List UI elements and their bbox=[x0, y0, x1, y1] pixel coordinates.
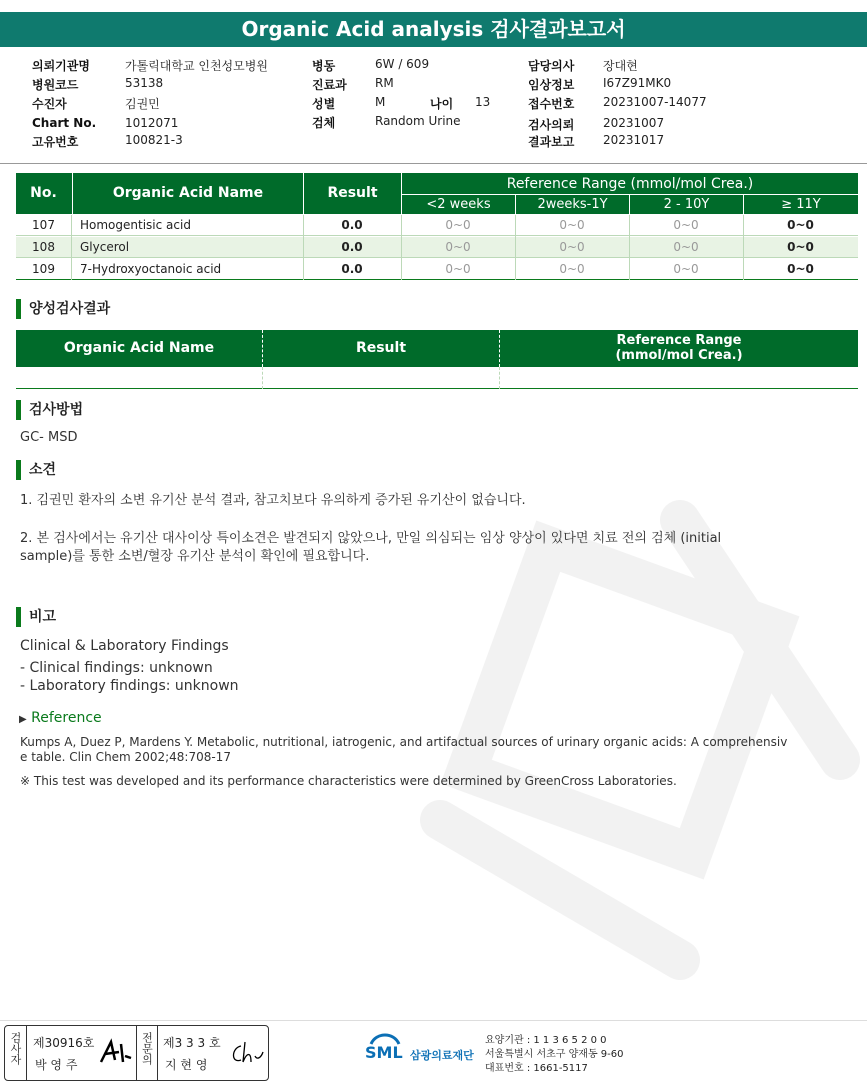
column-divider bbox=[743, 215, 744, 280]
report-title: Organic Acid analysis 검사결과보고서 bbox=[0, 12, 867, 47]
org-info-line: 요양기관 : 1 1 3 6 5 2 0 0 bbox=[485, 1035, 607, 1046]
cell-name: 7-Hydroxyoctanoic acid bbox=[80, 262, 222, 276]
cell-ref: 0~0 bbox=[559, 240, 585, 254]
cell-name: Homogentisic acid bbox=[80, 218, 191, 232]
cell-ref: 0~0 bbox=[445, 240, 471, 254]
cell-ref: 0~0 bbox=[673, 240, 699, 254]
remarks-line: - Clinical findings: unknown bbox=[20, 660, 213, 676]
reference-heading bbox=[19, 710, 102, 726]
table-row bbox=[16, 215, 858, 236]
cell-no: 108 bbox=[32, 240, 55, 254]
table-row bbox=[16, 259, 858, 280]
info-label: 병원코드 bbox=[32, 78, 79, 92]
cell-no: 109 bbox=[32, 262, 55, 276]
info-label: 수진자 bbox=[32, 97, 67, 111]
info-value: 20231007 bbox=[603, 116, 665, 130]
reviewer-number: 제3 3 3 호 bbox=[163, 1036, 221, 1050]
info-value: 13 bbox=[475, 95, 491, 109]
footnote: ※ This test was developed and its performance characteristics were determined by GreenCross Laboratories. bbox=[20, 774, 677, 788]
logo-text: SML bbox=[365, 1043, 403, 1062]
tester-name: 박 영 주 bbox=[35, 1058, 78, 1072]
column-divider bbox=[515, 215, 516, 280]
info-value: 가톨릭대학교 인천성모병원 bbox=[125, 59, 268, 73]
cell-ref: 0~0 bbox=[787, 218, 814, 232]
column-divider bbox=[262, 367, 263, 389]
subheader: 2weeks-1Y bbox=[515, 195, 629, 214]
info-value: 1012071 bbox=[125, 116, 179, 130]
cell-name: Glycerol bbox=[80, 240, 130, 254]
signature-box bbox=[4, 1025, 269, 1081]
column-divider bbox=[303, 215, 304, 280]
reviewer-label: 전문의 bbox=[136, 1026, 158, 1080]
reviewer-name: 지 현 영 bbox=[165, 1058, 208, 1072]
footer-divider bbox=[0, 1020, 867, 1021]
org-info bbox=[485, 1034, 624, 1076]
info-label: 담당의사 bbox=[528, 59, 575, 73]
info-label: 접수번호 bbox=[528, 97, 575, 111]
reference-unit: (mmol/mol Crea.) bbox=[615, 348, 743, 363]
positive-section-title: 양성검사결과 bbox=[16, 299, 110, 319]
info-label: 결과보고 bbox=[528, 135, 575, 149]
reference-line: Reference Range bbox=[616, 333, 742, 348]
tester-number: 제30916호 bbox=[33, 1036, 95, 1050]
info-value: 100821-3 bbox=[125, 133, 183, 147]
remarks-line: Clinical & Laboratory Findings bbox=[20, 638, 229, 654]
triangle-icon: ▶ bbox=[19, 714, 27, 725]
cell-ref: 0~0 bbox=[445, 262, 471, 276]
info-value: M bbox=[375, 95, 386, 109]
info-value: 6W / 609 bbox=[375, 57, 430, 71]
table-row bbox=[16, 237, 858, 258]
header-result: Result bbox=[303, 173, 401, 214]
info-value: 장대현 bbox=[603, 59, 638, 73]
remarks-section-title: 비고 bbox=[16, 607, 56, 627]
cell-ref: 0~0 bbox=[445, 218, 471, 232]
subheader: <2 weeks bbox=[401, 195, 515, 214]
info-value: 20231007-14077 bbox=[603, 95, 707, 109]
info-label: 검사의뢰 bbox=[528, 118, 575, 132]
reference-label: Reference bbox=[31, 710, 102, 726]
cell-result: 0.0 bbox=[341, 262, 363, 276]
cell-ref: 0~0 bbox=[787, 262, 814, 276]
cell-ref: 0~0 bbox=[673, 262, 699, 276]
reference-text: e table. Clin Chem 2002;48:708-17 bbox=[20, 750, 231, 764]
info-label: 의뢰기관명 bbox=[32, 59, 90, 73]
header-name: Organic Acid Name bbox=[63, 340, 215, 356]
divider bbox=[0, 163, 867, 164]
info-label: 진료과 bbox=[312, 78, 347, 92]
cell-result: 0.0 bbox=[341, 240, 363, 254]
info-value: 김권민 bbox=[125, 97, 160, 111]
info-value: RM bbox=[375, 76, 394, 90]
cell-ref: 0~0 bbox=[787, 240, 814, 254]
subheader: 2 - 10Y bbox=[629, 195, 743, 214]
empty-row bbox=[16, 367, 858, 389]
info-value: I67Z91MK0 bbox=[603, 76, 672, 90]
positive-table bbox=[16, 330, 858, 390]
org-name: 삼광의료재단 bbox=[410, 1049, 474, 1062]
info-value: Random Urine bbox=[375, 114, 461, 128]
info-label: 검체 bbox=[312, 116, 336, 130]
header-reference bbox=[499, 330, 858, 367]
cell-ref: 0~0 bbox=[673, 218, 699, 232]
opinion-paragraph: 1. 김권민 환자의 소변 유기산 분석 결과, 참고치보다 유의하게 증가된 유기산이 없습니다. bbox=[20, 493, 526, 508]
reviewer-signature bbox=[227, 1038, 265, 1068]
method-section-title: 검사방법 bbox=[16, 400, 83, 420]
column-divider bbox=[629, 215, 630, 280]
column-divider bbox=[71, 215, 72, 280]
column-divider bbox=[401, 215, 402, 280]
org-info-line: 대표번호 : 1661-5117 bbox=[485, 1063, 588, 1074]
opinion-paragraph: sample)를 통한 소변/혈장 유기산 분석이 확인에 필요합니다. bbox=[20, 549, 370, 564]
info-label: Chart No. bbox=[32, 116, 97, 130]
info-label: 성별 bbox=[312, 97, 336, 111]
org-info-line: 서울특별시 서초구 양재동 9-60 bbox=[485, 1049, 624, 1060]
reference-text: Kumps A, Duez P, Mardens Y. Metabolic, nutritional, iatrogenic, and artifactual sources of urinary organic acids: A comprehensiv bbox=[20, 735, 788, 749]
patient-info bbox=[0, 55, 867, 155]
info-label: 나이 bbox=[430, 97, 454, 111]
cell-result: 0.0 bbox=[341, 218, 363, 232]
info-value: 53138 bbox=[125, 76, 164, 90]
cell-no: 107 bbox=[32, 218, 55, 232]
column-divider bbox=[499, 367, 500, 389]
cell-ref: 0~0 bbox=[559, 218, 585, 232]
info-label: 병동 bbox=[312, 59, 336, 73]
method-text: GC- MSD bbox=[20, 430, 78, 445]
tester-label: 검사자 bbox=[5, 1026, 27, 1080]
cell-ref: 0~0 bbox=[559, 262, 585, 276]
opinion-paragraph: 2. 본 검사에서는 유기산 대사이상 특이소견은 발견되지 않았으나, 만일 의심되는 임상 양상이 있다면 치료 전의 검체 (initial bbox=[20, 531, 722, 546]
header-result: Result bbox=[262, 330, 499, 367]
sml-logo bbox=[365, 1031, 485, 1071]
info-value: 20231017 bbox=[603, 133, 665, 147]
info-label: 임상정보 bbox=[528, 78, 575, 92]
header-reference: Reference Range (mmol/mol Crea.) bbox=[401, 173, 858, 195]
opinion-section-title: 소견 bbox=[16, 460, 56, 480]
tester-signature bbox=[97, 1038, 135, 1068]
remarks-line: - Laboratory findings: unknown bbox=[20, 678, 239, 694]
header-no: No. bbox=[30, 185, 57, 201]
subheader: ≥ 11Y bbox=[743, 195, 858, 214]
info-label: 고유번호 bbox=[32, 135, 79, 149]
header-name: Organic Acid Name bbox=[72, 173, 303, 214]
